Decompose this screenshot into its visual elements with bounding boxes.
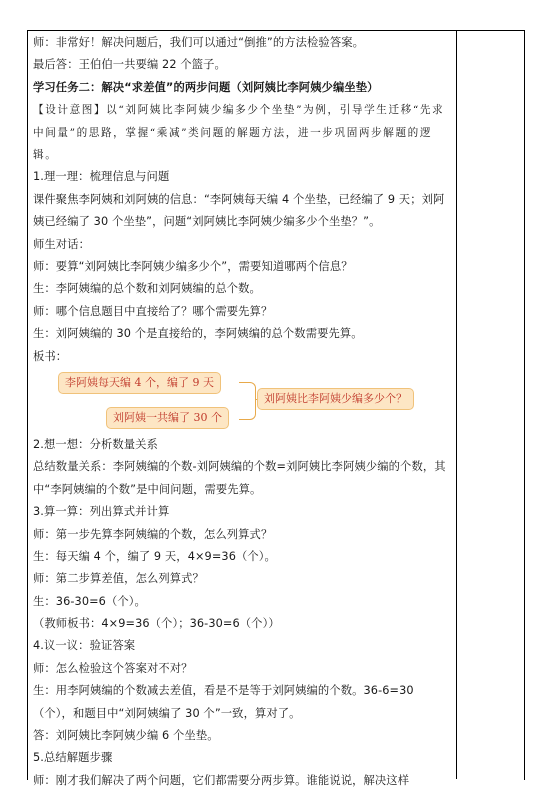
teacher-question: 师：刚才我们解决了两个问题，它们都需要分两步算。谁能说说，解决这样 xyxy=(33,773,410,787)
teacher-question: 师：怎么检验这个答案对不对？ xyxy=(33,661,193,675)
brace-connector xyxy=(239,382,256,420)
section-title: 3.算一算：列出算式并计算 xyxy=(33,505,170,519)
text-line: 最后答：王伯伯一共要编 22 个篮子。 xyxy=(33,58,226,72)
student-answer: 生：每天编 4 个，编了 9 天，4×9=36（个）。 xyxy=(33,549,276,563)
teacher-question: 师：第二步算差值，怎么列算式？ xyxy=(33,572,204,586)
table-cell-content xyxy=(33,32,451,792)
student-answer: 生：用李阿姨编的个数减去差值，看是不是等于刘阿姨编的个数。36-6=30（个），和题目中“刘阿姨编了 30 个”一致，算对了。 xyxy=(33,684,414,720)
teacher-question: 师：第一步先算李阿姨编的个数，怎么列算式？ xyxy=(33,527,273,541)
section-title: 5.总结解题步骤 xyxy=(33,751,113,765)
section-title: 4.议一议：验证答案 xyxy=(33,639,136,653)
board-note: （教师板书：4×9=36（个）；36-30=6（个）） xyxy=(33,617,280,631)
design-intent-label: 【设计意图】 xyxy=(33,104,107,117)
board-box-info-li: 李阿姨每天编 4 个，编了 9 天 xyxy=(58,372,221,394)
task-heading xyxy=(33,77,451,99)
student-answer: 生：李阿姨编的总个数和刘阿姨编的总个数。 xyxy=(33,282,261,296)
blackboard-diagram xyxy=(33,370,451,434)
teacher-question: 师：要算“刘阿姨比李阿姨少编多少个”，需要知道哪两个信息？ xyxy=(33,259,353,273)
board-box-info-liu: 刘阿姨一共编了 30 个 xyxy=(106,407,229,429)
task-heading-highlight: “求差值” xyxy=(124,80,174,94)
student-answer: 生：刘阿姨编的 30 个是直接给的，李阿姨编的总个数需要先算。 xyxy=(33,327,363,341)
task-heading-prefix: 学习任务二：解决 xyxy=(33,80,125,94)
paragraph: 总结数量关系：李阿姨编的个数-刘阿姨编的个数=刘阿姨比李阿姨少编的个数，其中“李阿姨编的个数”是中间问题，需要先算。 xyxy=(33,460,446,496)
student-answer: 生：36-30=6（个）。 xyxy=(33,594,146,608)
design-intent-text: 以“刘阿姨比李阿姨少编多少个坐垫”为例，引导学生迁移“先求中间量”的思路，掌握“乘减”类问题的解题方法，进一步巩固两步解题的逻辑。 xyxy=(33,104,445,161)
teacher-question: 师：哪个信息题目中直接给了？哪个需要先算？ xyxy=(33,304,273,318)
section-title: 1.理一理：梳理信息与问题 xyxy=(33,170,170,184)
design-intent xyxy=(33,99,451,166)
task-heading-rest: 的两步问题（刘阿姨比李阿姨少编坐垫） xyxy=(173,80,379,94)
table-column-divider xyxy=(456,30,457,779)
text-line: 师生对话： xyxy=(33,237,90,251)
board-box-question: 刘阿姨比李阿姨少编多少个？ xyxy=(257,388,414,410)
paragraph: 课件聚焦李阿姨和刘阿姨的信息：“李阿姨每天编 4 个坐垫，已经编了 9 天；刘阿姨已经编了 30 个坐垫”，问题“刘阿姨比李阿姨少编多少个坐垫？”。 xyxy=(33,192,445,229)
text-line: 师：非常好！解决问题后，我们可以通过“倒推”的方法检验答案。 xyxy=(33,36,365,49)
board-label: 板书： xyxy=(33,349,68,363)
section-title: 2.想一想：分析数量关系 xyxy=(33,437,158,451)
answer-line: 答：刘阿姨比李阿姨少编 6 个坐垫。 xyxy=(33,729,219,743)
